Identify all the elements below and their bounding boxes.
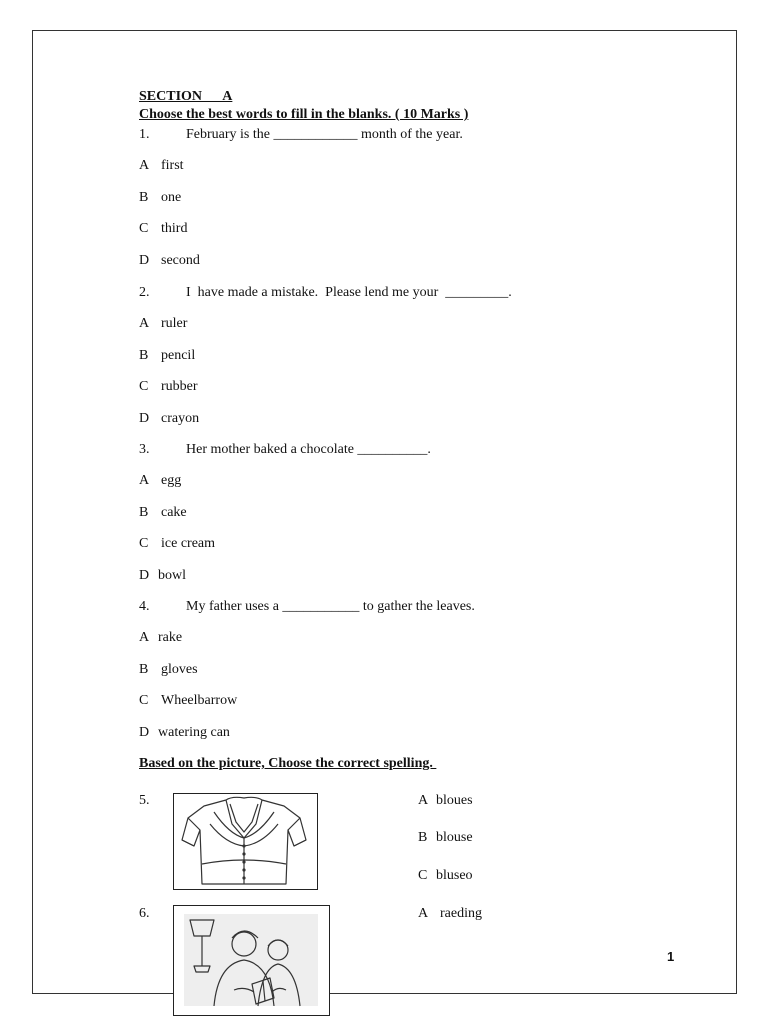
option: C third <box>139 221 188 236</box>
option: A first <box>139 158 184 173</box>
question-number: 2. <box>139 285 150 300</box>
option: D bowl <box>139 568 186 583</box>
question-number: 1. <box>139 127 150 142</box>
option: C Wheelbarrow <box>139 693 238 708</box>
option: B one <box>139 190 182 205</box>
blouse-picture <box>173 793 318 890</box>
option: A egg <box>139 473 182 488</box>
option: D crayon <box>139 411 200 426</box>
question-number: 5. <box>139 793 150 808</box>
question-text: Her mother baked a chocolate __________. <box>186 442 431 457</box>
option: D watering can <box>139 725 230 740</box>
option: C bluseo <box>418 868 473 883</box>
page-border <box>32 30 737 994</box>
page-number: 1 <box>667 949 675 964</box>
question-text: February is the ____________ month of the year. <box>186 127 463 142</box>
blouse-drawing <box>174 794 316 888</box>
option: B pencil <box>139 348 196 363</box>
section-title: SECTION A <box>139 89 233 104</box>
option: A rake <box>139 630 183 645</box>
reading-drawing <box>174 906 328 1014</box>
option: B cake <box>139 505 187 520</box>
option: B gloves <box>139 662 198 677</box>
reading-picture <box>173 905 330 1016</box>
option: B blouse <box>418 830 473 845</box>
question-number: 6. <box>139 906 150 921</box>
option: C rubber <box>139 379 198 394</box>
question-number: 3. <box>139 442 150 457</box>
instruction-picture-spelling: Based on the picture, Choose the correct spelling. <box>139 756 437 771</box>
option: C ice cream <box>139 536 216 551</box>
question-text: My father uses a ___________ to gather the leaves. <box>186 599 475 614</box>
option: A raeding <box>418 906 482 921</box>
question-text: I have made a mistake. Please lend me your _________. <box>186 285 512 300</box>
option: A bloues <box>418 793 473 808</box>
option: A ruler <box>139 316 188 331</box>
option: D second <box>139 253 200 268</box>
instruction-fill-blanks: Choose the best words to fill in the blanks. ( 10 Marks ) <box>139 107 469 122</box>
question-number: 4. <box>139 599 150 614</box>
